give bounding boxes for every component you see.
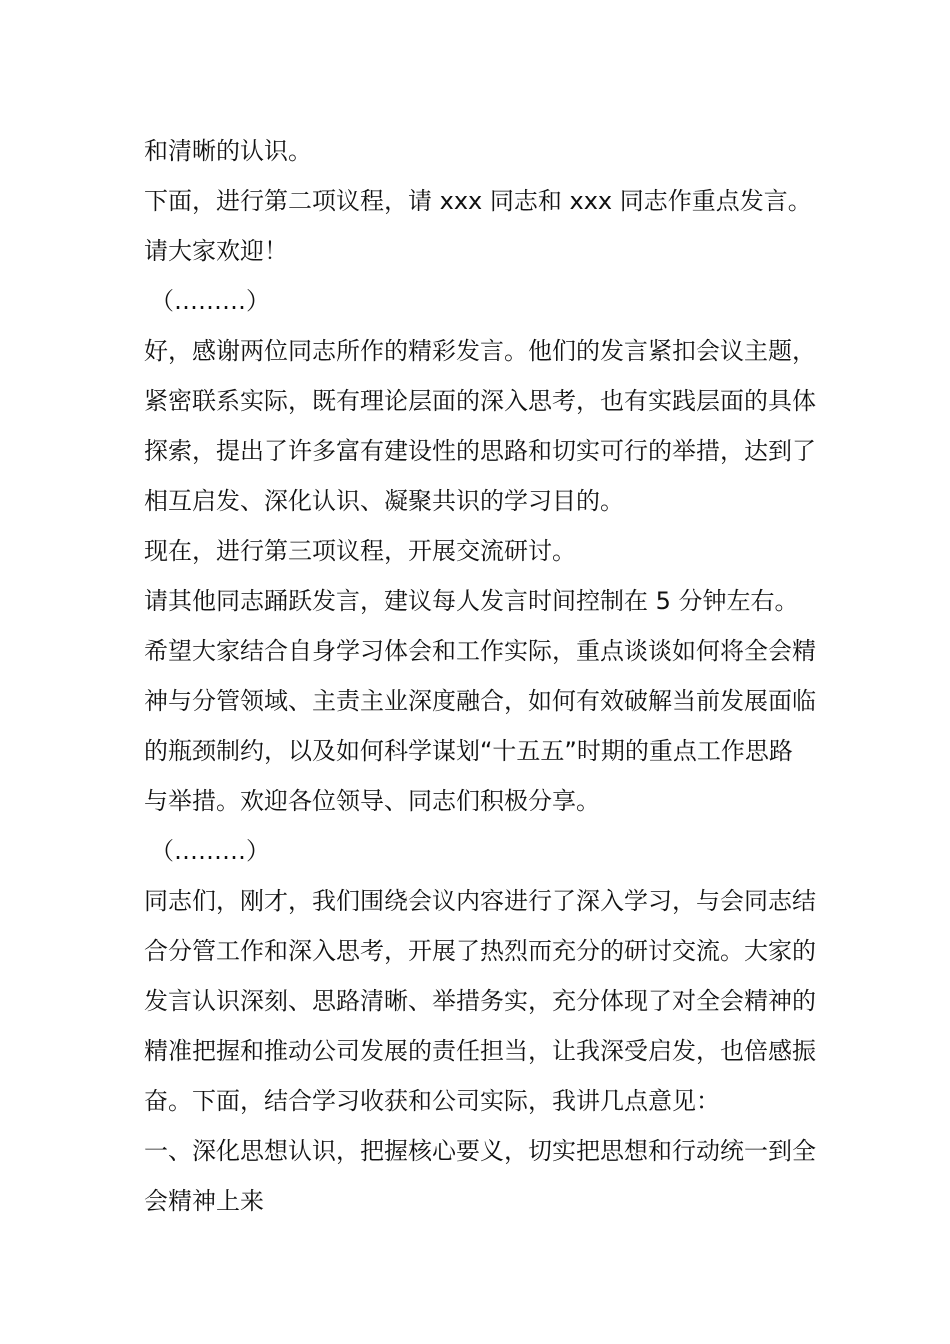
section-heading: 一、深化思想认识，把握核心要义，切实把思想和行动统一到全会精神上来	[144, 1137, 816, 1215]
paragraph: 下面，进行第二项议程，请 xxx 同志和 xxx 同志作重点发言。	[144, 187, 812, 215]
ellipsis-placeholder: （………）	[150, 287, 270, 315]
paragraph: 请大家欢迎！	[144, 237, 288, 265]
paragraph: 好，感谢两位同志所作的精彩发言。他们的发言紧扣会议主题，紧密联系实际，既有理论层面的深入思考，也有实践层面的具体探索，提出了许多富有建设性的思路和切实可行的举措，达到了相互启发、深化认识、凝聚共识的学习目的。	[144, 337, 816, 515]
paragraph: 现在，进行第三项议程，开展交流研讨。	[144, 537, 576, 565]
ellipsis-placeholder: （………）	[150, 837, 270, 865]
paragraph: 和清晰的认识。	[144, 137, 312, 165]
document-body	[144, 126, 816, 1226]
paragraph: 同志们，刚才，我们围绕会议内容进行了深入学习，与会同志结合分管工作和深入思考，开展了热烈而充分的研讨交流。大家的发言认识深刻、思路清晰、举措务实，充分体现了对全会精神的精准把握和推动公司发展的责任担当，让我深受启发，也倍感振奋。下面，结合学习收获和公司实际，我讲几点意见：	[144, 887, 816, 1115]
paragraph: 请其他同志踊跃发言，建议每人发言时间控制在 5 分钟左右。希望大家结合自身学习体会和工作实际，重点谈谈如何将全会精神与分管领域、主责主业深度融合，如何有效破解当前发展面临的瓶颈制约，以及如何科学谋划“十五五”时期的重点工作思路与举措。欢迎各位领导、同志们积极分享。	[144, 587, 816, 815]
